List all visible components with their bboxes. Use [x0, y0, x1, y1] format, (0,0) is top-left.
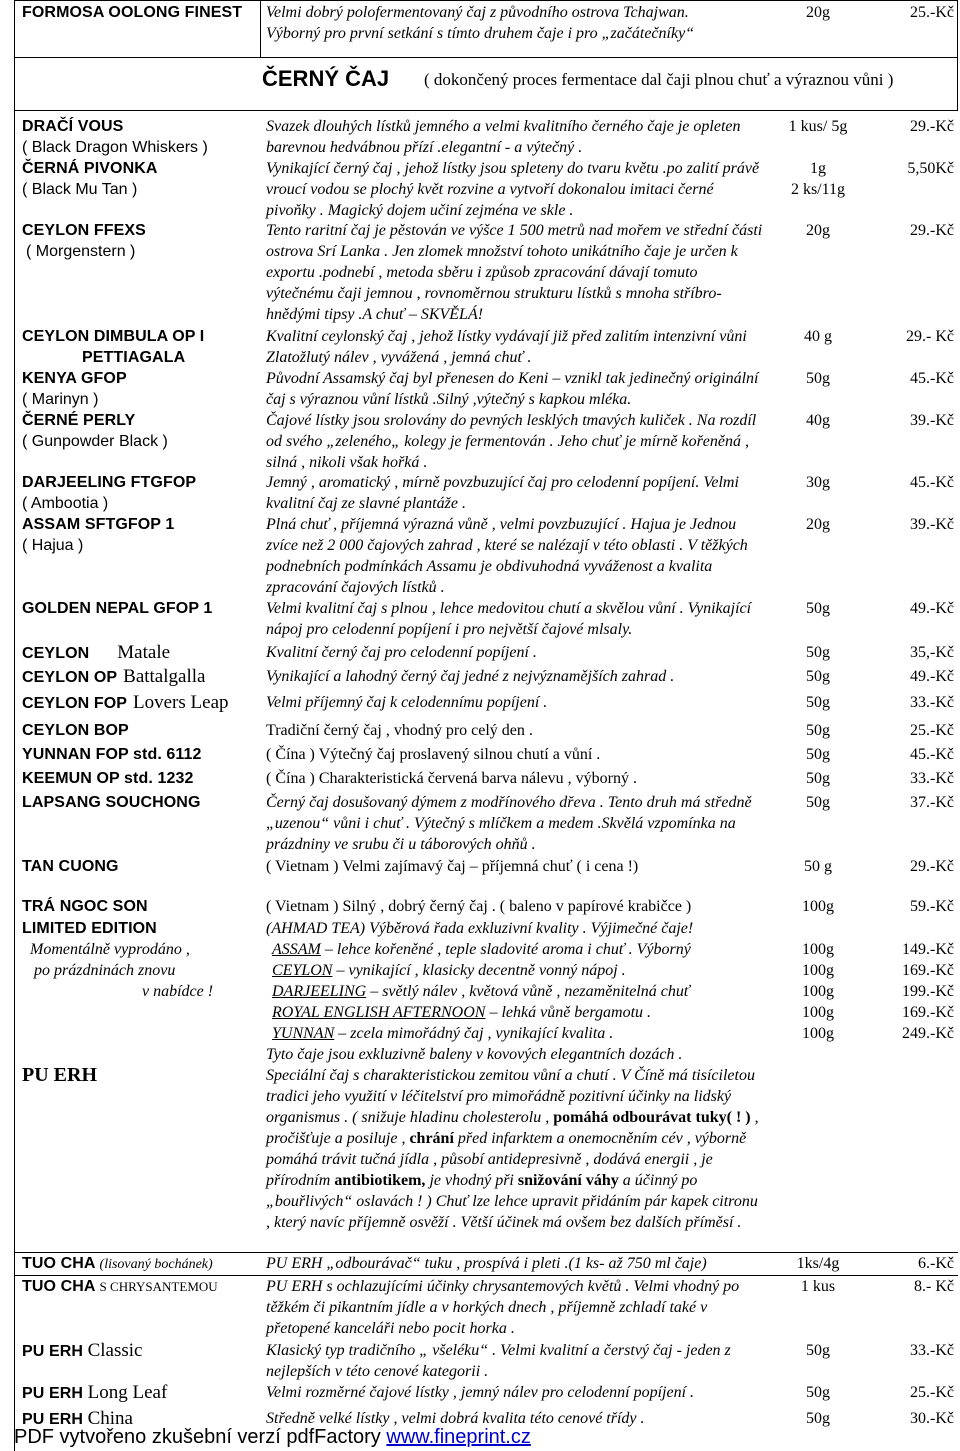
limited-intro: (AHMAD TEA) Výběrová řada exkluzivní kvality . Výjimečné čaje! — [266, 920, 694, 937]
limited-line-text: – světlý nálev , květová vůně , nezaměnitelná chuť — [366, 983, 690, 1000]
tea-description: Vynikající a lahodný černý čaj jedné z nejvýznamějších zahrad . — [266, 668, 675, 685]
tea-description: Klasický typ tradičního „ všeléku“ . Velmi kvalitní a čerstvý čaj - jeden z nejlepších v této cenové kategorii . — [266, 1342, 731, 1380]
limited-line-key: ROYAL ENGLISH AFTERNOON — [272, 1004, 486, 1021]
tea-description: Velmi příjemný čaj k celodennímu popíjení . — [266, 694, 548, 711]
tea-name: PU ERH — [22, 1385, 88, 1402]
limited-line — [272, 981, 786, 1002]
limited-note-3: v nabídce ! — [142, 983, 214, 1000]
tea-weight: 100g — [802, 1025, 834, 1042]
tea-subname: Battalgalla — [123, 666, 206, 687]
limited-line-text: – zcela mimořádný čaj , vynikající kvalita . — [334, 1025, 614, 1042]
tea-weight: 1 kus/ 5g — [788, 118, 848, 135]
tea-name: LAPSANG SOUCHONG — [22, 794, 201, 811]
tea-price: 49.-Kč — [910, 600, 954, 617]
tea-weight: 50g — [806, 794, 830, 811]
footer-link[interactable]: www.fineprint.cz — [386, 1426, 531, 1448]
tea-subname: ( Black Dragon Whiskers ) — [22, 139, 208, 156]
tea-description: Černý čaj dosušovaný dýmem z modřínového dřeva . Tento druh má středně „uzenou“ vůni i chuť . Výtečný s mlíčkem a medem .Skvělá vzpomínka na prázdniny ve srubu či u táborových ohňů . — [266, 794, 752, 853]
tea-name: PU ERH — [22, 1343, 88, 1360]
tea-weight: 20g — [806, 516, 830, 533]
section-title: ČERNÝ ČAJ — [262, 66, 390, 91]
limited-note-2: po prázdninách znovu — [34, 962, 176, 979]
tea-weight: 1ks/4g — [796, 1255, 840, 1272]
tea-price: 199.-Kč — [902, 983, 954, 1000]
limited-line — [272, 1002, 786, 1023]
tea-weight: 50g — [806, 1384, 830, 1401]
tea-weight: 40 g — [804, 328, 832, 345]
row-divider — [14, 1252, 958, 1253]
tea-name: PU ERH — [22, 1411, 88, 1428]
tea-weight: 30g — [806, 474, 830, 491]
limited-note-1: Momentálně vyprodáno , — [30, 941, 190, 958]
tea-subname: Matale — [117, 642, 171, 663]
tea-description: Plná chuť , příjemná výrazná vůně , velmi povzbuzující . Hajua je Jednou zvíce než 2 000 čajových zahrad , které se nalézají v této oblasti . V těžkých podnebních podmínkách Assamu je obdivuhodná vyváženost a kvalita zpracování čajových lístků . — [266, 516, 748, 596]
tea-price: 49.-Kč — [910, 668, 954, 685]
tea-price: 29.-Kč — [910, 858, 954, 875]
tea-description: Velmi rozměrné čajové lístky , jemný nálev pro celodenní popíjení . — [266, 1384, 695, 1401]
tea-price: 169.-Kč — [902, 962, 954, 979]
tea-weight: 50g — [806, 770, 830, 787]
section-subtitle: ( dokončený proces fermentace dal čaji plnou chuť a výraznou vůni ) — [424, 70, 894, 89]
tea-subname: China — [87, 1408, 133, 1429]
tea-price: 25.-Kč — [910, 4, 954, 21]
limited-outro: Tyto čaje jsou exkluzivně baleny v kovových elegantních dozách . — [266, 1046, 683, 1063]
tea-weight: 50g — [806, 746, 830, 763]
tea-description: Kvalitní černý čaj pro celodenní popíjení . — [266, 644, 537, 661]
tea-subname: ( Black Mu Tan ) — [22, 181, 138, 198]
tea-subname: S CHRYSANTEMOU — [99, 1279, 218, 1294]
tea-description: Velmi kvalitní čaj s plnou , lehce medovitou chutí a skvělou vůní . Vynikající nápoj pro celodenní popíjení i pro největší čajové mlsaly. — [266, 600, 752, 638]
tea-name: YUNNAN FOP std. 6112 — [22, 746, 202, 763]
tea-description: ( Vietnam ) Silný , dobrý černý čaj . ( baleno v papírové krabičce ) — [266, 898, 692, 915]
tea-description: Čajové lístky jsou srolovány do pevných lesklých tmavých kuliček . Na rozdíl od svého „zeleného„ kolegy je fermentován . Jeho chuť je mírně kořeněná , silná , nikoli však hořká . — [266, 412, 757, 471]
tea-weight: 100g — [802, 941, 834, 958]
limited-line — [272, 960, 786, 981]
tea-name: ASSAM SFTGFOP 1 — [22, 516, 175, 533]
tea-price: 6.-Kč — [918, 1255, 954, 1272]
tea-description: Původní Assamský čaj byl přenesen do Keni – vznikl tak jedinečný originální čaj s výraznou vůní lístků .Silný ,výtečný s kapkou mléka. — [266, 370, 759, 408]
tea-name: DARJEELING FTGFOP — [22, 474, 197, 491]
tea-price: 39.-Kč — [910, 516, 954, 533]
tea-description: Tento raritní čaj je pěstován ve výšce 1 500 metrů nad mořem ve střední části ostrova Srí Lanka . Jen zlomek množství tohoto unikátního čaje je určen k exportu .podnebí , metoda sběru i způsob zpracování dávají tomuto výtečnému čaji jemnou , rovnoměrnou strukturu lístků s mnoha stříbro-hnědými tipsy .A chuť – SKVĚLÁ! — [266, 222, 763, 323]
tea-subname: ( Morgenstern ) — [26, 243, 136, 260]
tea-weight: 100g — [802, 898, 834, 915]
tea-description: Středně velké lístky , velmi dobrá kvalita této cenové třídy . — [266, 1410, 645, 1427]
tea-description: PU ERH „odbourávač“ tuku , prospívá i pleti .(1 ks- až 750 ml čaje) — [266, 1255, 707, 1272]
tea-description: Tradiční černý čaj , vhodný pro celý den . — [266, 722, 533, 739]
tea-description: Jemný , aromatický , mírně povzbuzující čaj pro celodenní popíjení. Velmi kvalitní čaj ze slavné plantáže . — [266, 474, 739, 512]
tea-description: PU ERH s ochlazujícími účinky chrysantemových květů . Velmi vhodný po těžkém či pikantním jídle a v horkých dnech , příjemně zchladí také v přetopené kanceláři nebo pocit horka . — [266, 1278, 740, 1337]
tea-weight: 40g — [806, 412, 830, 429]
limited-line-key: CEYLON — [272, 962, 333, 979]
tea-price: 29.-Kč — [910, 118, 954, 135]
tea-weight: 20g — [806, 222, 830, 239]
tea-price: 45.-Kč — [910, 474, 954, 491]
tea-description: ( Čína ) Výtečný čaj proslavený silnou chutí a vůní . — [266, 746, 601, 763]
tea-name: CEYLON DIMBULA OP I — [22, 328, 205, 345]
tea-weight: 50g — [806, 1410, 830, 1427]
tea-price: 35,-Kč — [910, 644, 954, 661]
tea-price: 25.-Kč — [910, 722, 954, 739]
tea-subname: Lovers Leap — [133, 692, 229, 713]
tea-price: 37.-Kč — [910, 794, 954, 811]
footer — [14, 1426, 531, 1449]
tea-price: 8.- Kč — [914, 1278, 954, 1295]
tea-subname: ( Hajua ) — [22, 537, 84, 554]
tea-price: 39.-Kč — [910, 412, 954, 429]
tea-price: 149.-Kč — [902, 941, 954, 958]
tea-price: 5,50Kč — [907, 160, 954, 177]
tea-name: ČERNÉ PERLY — [22, 412, 136, 429]
limited-line — [272, 1023, 786, 1044]
tea-weight: 50g — [806, 694, 830, 711]
tea-weight: 1 kus — [800, 1278, 836, 1295]
tea-name: CEYLON — [22, 645, 90, 662]
tea-name: CEYLON FOP — [22, 695, 128, 712]
tea-weight: 100g — [802, 983, 834, 1000]
tea-weight: 50 g — [804, 858, 832, 875]
tea-price: 33.-Kč — [910, 694, 954, 711]
tea-price: 45.-Kč — [910, 746, 954, 763]
tea-price: 169.-Kč — [902, 1004, 954, 1021]
tea-description: Svazek dlouhých lístků jemného a velmi kvalitního černého čaje je opleten barevnou hedvábnou přízí .elegantní - a výtečný . — [266, 118, 741, 156]
tea-name: FORMOSA OOLONG FINEST — [22, 4, 243, 21]
tea-price: 45.-Kč — [910, 370, 954, 387]
tea-subname: ( Marinyn ) — [22, 391, 99, 408]
tea-price: 30.-Kč — [910, 1410, 954, 1427]
tea-subname: PETTIAGALA — [82, 349, 186, 366]
limited-line-key: ASSAM — [272, 941, 321, 958]
tea-name: PU ERH — [22, 1064, 97, 1086]
tea-weight: 50g — [806, 668, 830, 685]
tea-weight: 50g — [806, 1342, 830, 1359]
tea-weight: 20g — [806, 4, 830, 21]
tea-price: 33.-Kč — [910, 770, 954, 787]
tea-weight: 50g — [806, 644, 830, 661]
limited-line-key: DARJEELING — [272, 983, 367, 1000]
tea-name: DRAČÍ VOUS — [22, 118, 124, 135]
tea-subname: Classic — [87, 1340, 143, 1361]
tea-weight: 50g — [806, 370, 830, 387]
limited-line-text: – lehká vůně bergamotu . — [485, 1004, 652, 1021]
tea-name: TRÁ NGOC SON — [22, 898, 148, 915]
tea-subname: ( Gunpowder Black ) — [22, 433, 168, 450]
tea-name: CEYLON BOP — [22, 722, 129, 739]
tea-name: TUO CHA — [22, 1278, 100, 1295]
limited-line-key: YUNNAN — [272, 1025, 335, 1042]
row-divider — [14, 1275, 958, 1276]
tea-name: TAN CUONG — [22, 858, 119, 875]
tea-name: LIMITED EDITION — [22, 920, 157, 937]
tea-name: KEEMUN OP std. 1232 — [22, 770, 194, 787]
tea-weight: 1g 2 ks/11g — [790, 160, 846, 198]
tea-weight: 100g — [802, 1004, 834, 1021]
footer-text: PDF vytvořeno zkušební verzí pdfFactory — [14, 1426, 381, 1448]
tea-weight: 50g — [806, 722, 830, 739]
tea-price: 33.-Kč — [910, 1342, 954, 1359]
tea-description: Vynikající černý čaj , jehož lístky jsou spleteny do tvaru květu .po zalití právě vroucí vodou se plochý květ rozvine a vytvoří dokonalou imitaci černé pivoňky . Magický dojem učiní zejména ve skle . — [266, 160, 760, 219]
tea-price: 29.- Kč — [906, 328, 954, 345]
tea-price: 25.-Kč — [910, 1384, 954, 1401]
tea-weight: 50g — [806, 600, 830, 617]
limited-line-text: – lehce kořeněné , teple sladovité aroma i chuť . Výborný — [320, 941, 691, 958]
tea-name: TUO CHA — [22, 1255, 100, 1272]
tea-name: CEYLON FFEXS — [22, 222, 146, 239]
tea-price: 249.-Kč — [902, 1025, 954, 1042]
tea-weight: 100g — [802, 962, 834, 979]
limited-line — [272, 939, 786, 960]
limited-line-text: – vynikající , klasicky decentně vonný nápoj . — [332, 962, 626, 979]
puerh-description: Speciální čaj s charakteristickou zemitou vůní a chutí . V Číně má tisíciletou tradici jeho využití v léčitelství pro mimořádně pozitivní účinky na lidský organismus . ( snižuje hladinu cholesterolu , pomáhá odbourávat tuky( ! ) , pročišťuje a posiluje , chrání před infarktem a onemocněním cév , výborně pomáhá trávit tučná jídla , působí antidepresivně , dodává energii , je přírodním antibiotikem, je vhodný při snižování váhy a účinný po „bouřlivých“ oslavách ! ) Chuť lze lehce upravit přidáním pár kapek citronu , který navíc příjemně osvěží . Větší účinek má ovšem bez dalších příměsí . — [266, 1067, 759, 1231]
tea-price: 29.-Kč — [910, 222, 954, 239]
tea-description: ( Vietnam ) Velmi zajímavý čaj – příjemná chuť ( i cena !) — [266, 858, 639, 875]
tea-price: 59.-Kč — [910, 898, 954, 915]
tea-description: Kvalitní ceylonský čaj , jehož lístky vydávají již před zalitím intenzivní vůni Zlatožlutý nálev , vyvážená , jemná chuť . — [266, 328, 747, 366]
tea-name: GOLDEN NEPAL GFOP 1 — [22, 600, 213, 617]
tea-name: CEYLON OP — [22, 669, 118, 686]
tea-description: ( Čína ) Charakteristická červená barva nálevu , výborný . — [266, 770, 637, 787]
tea-name: ČERNÁ PIVONKA — [22, 160, 158, 177]
tea-subname: (lisovaný bochánek) — [99, 1257, 213, 1272]
price-list-page — [14, 0, 958, 1451]
tea-name: KENYA GFOP — [22, 370, 127, 387]
tea-subname: ( Ambootia ) — [22, 495, 109, 512]
tea-subname: Long Leaf — [87, 1382, 168, 1403]
tea-description: Velmi dobrý polofermentovaný čaj z původního ostrova Tchajwan. Výborný pro první setkání s tímto druhem čaje i pro „začátečníky“ — [266, 4, 695, 42]
